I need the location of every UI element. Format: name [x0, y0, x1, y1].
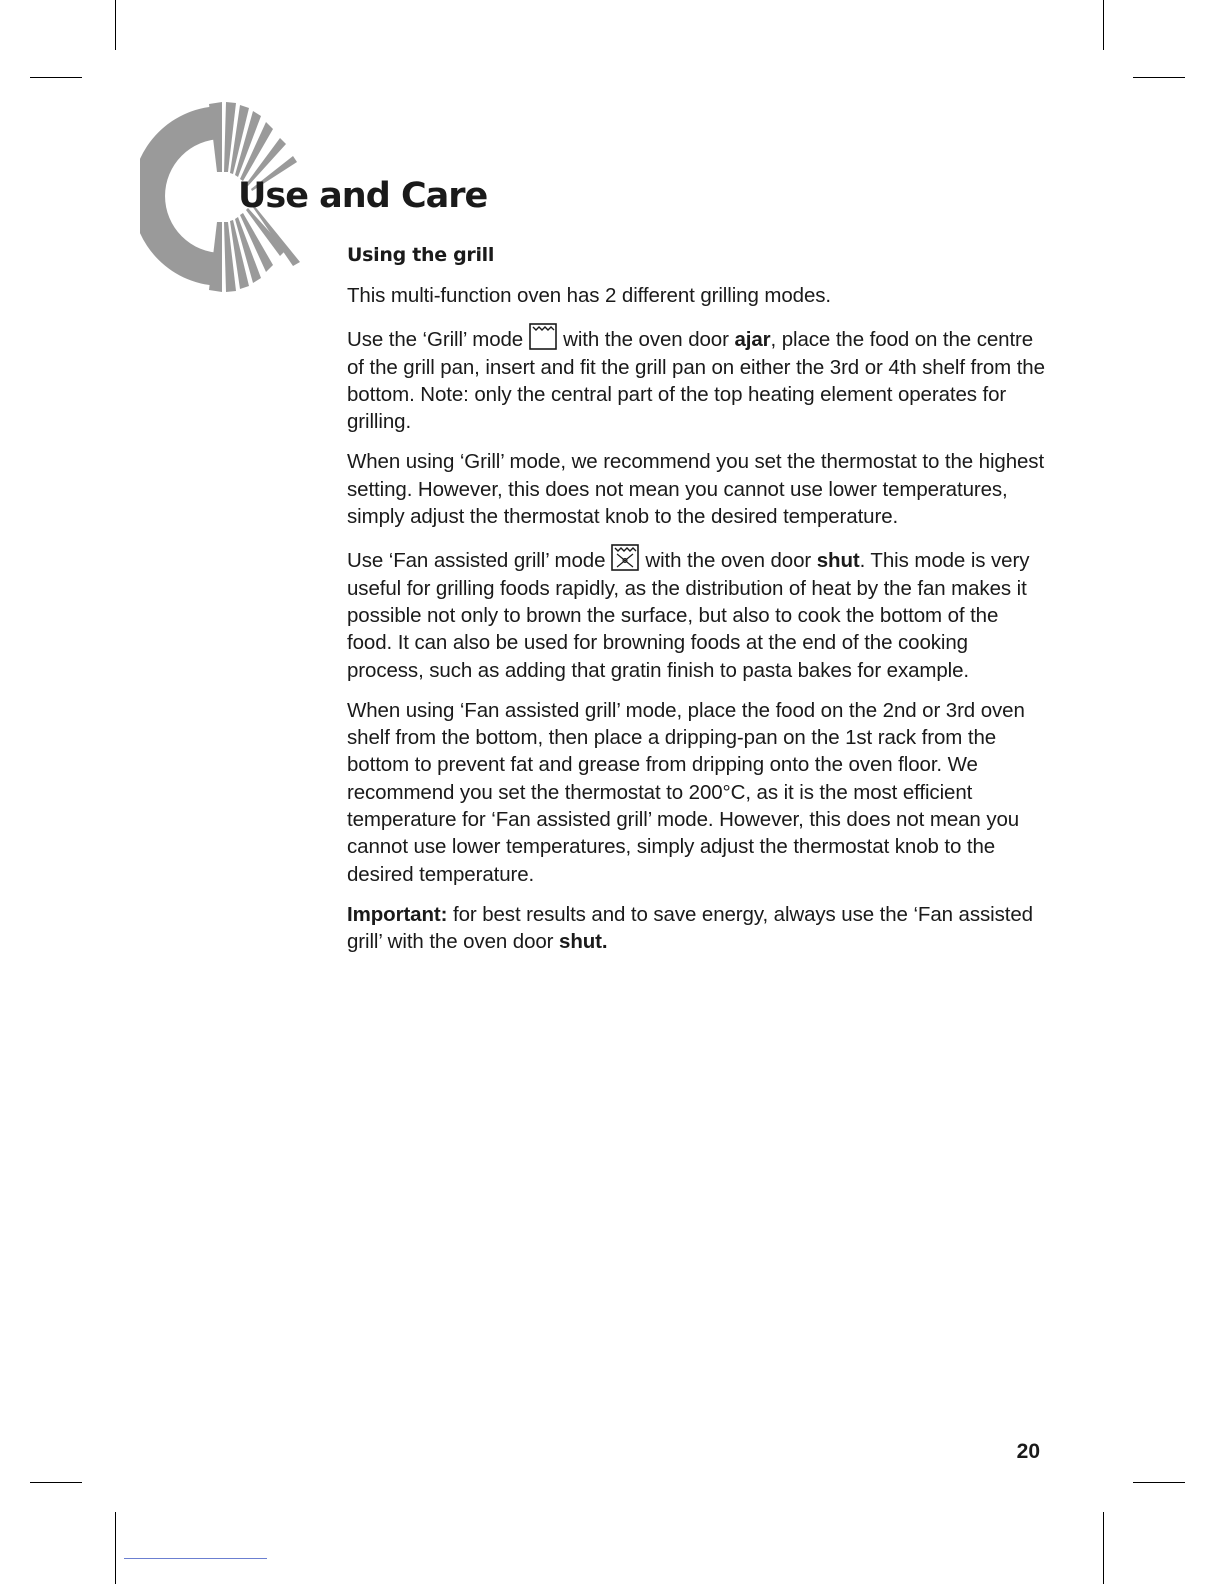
paragraph-intro: This multi-function oven has 2 different grilling modes. [347, 284, 831, 307]
crop-mark [1103, 1512, 1104, 1584]
crop-mark [30, 1482, 82, 1483]
paragraph-fan-grill-mode: Use ‘Fan assisted grill’ mode with the oven door shut. This mode is very useful for grilling foods rapidly, as the distribution of heat by the fan makes it possible not only to brown the surface, but also to cook the bottom of the food. It can also be used for browning foods at the end of the cooking process, such as adding that gratin finish to pasta bakes for example. [347, 543, 1047, 683]
grill-mode-icon [529, 322, 557, 350]
paragraph-grill-mode: Use the ‘Grill’ mode with the oven door ajar, place the food on the centre of the grill pan, insert and fit the grill pan on either the 3rd or 4th shelf from the bottom. Note: only the central part of the top heating element operates for grilling. [347, 322, 1047, 435]
crop-mark [115, 0, 116, 50]
crop-mark [1133, 1482, 1185, 1483]
footer-rule [124, 1558, 267, 1559]
crop-mark [30, 77, 82, 78]
paragraph-important: Important: for best results and to save energy, always use the ‘Fan assisted grill’ with the oven door shut. [347, 902, 1033, 954]
crop-mark [115, 1512, 116, 1584]
page-title: Use and Care [238, 176, 488, 216]
section-heading: Using the grill [347, 244, 495, 266]
crop-mark [1103, 0, 1104, 50]
page-number: 20 [1016, 1440, 1040, 1463]
fan-assisted-grill-mode-icon [611, 543, 639, 571]
paragraph-fan-grill-placement: When using ‘Fan assisted grill’ mode, place the food on the 2nd or 3rd oven shelf from the bottom, then place a dripping-pan on the 1st rack from the bottom to prevent fat and grease from dripping onto the oven floor. We recommend you set the thermostat to 200°C, as it is the most efficient temperature for ‘Fan assisted grill’ mode. However, this does not mean you cannot use lower temperatures, simply adjust the thermostat knob to the desired temperature. [347, 698, 1025, 886]
paragraph-grill-thermostat: When using ‘Grill’ mode, we recommend you set the thermostat to the highest setting. However, this does not mean you cannot use lower temperatures, simply adjust the thermostat knob to the desired temperature. [347, 450, 1045, 529]
crop-mark [1133, 77, 1185, 78]
section-content [347, 244, 1047, 969]
